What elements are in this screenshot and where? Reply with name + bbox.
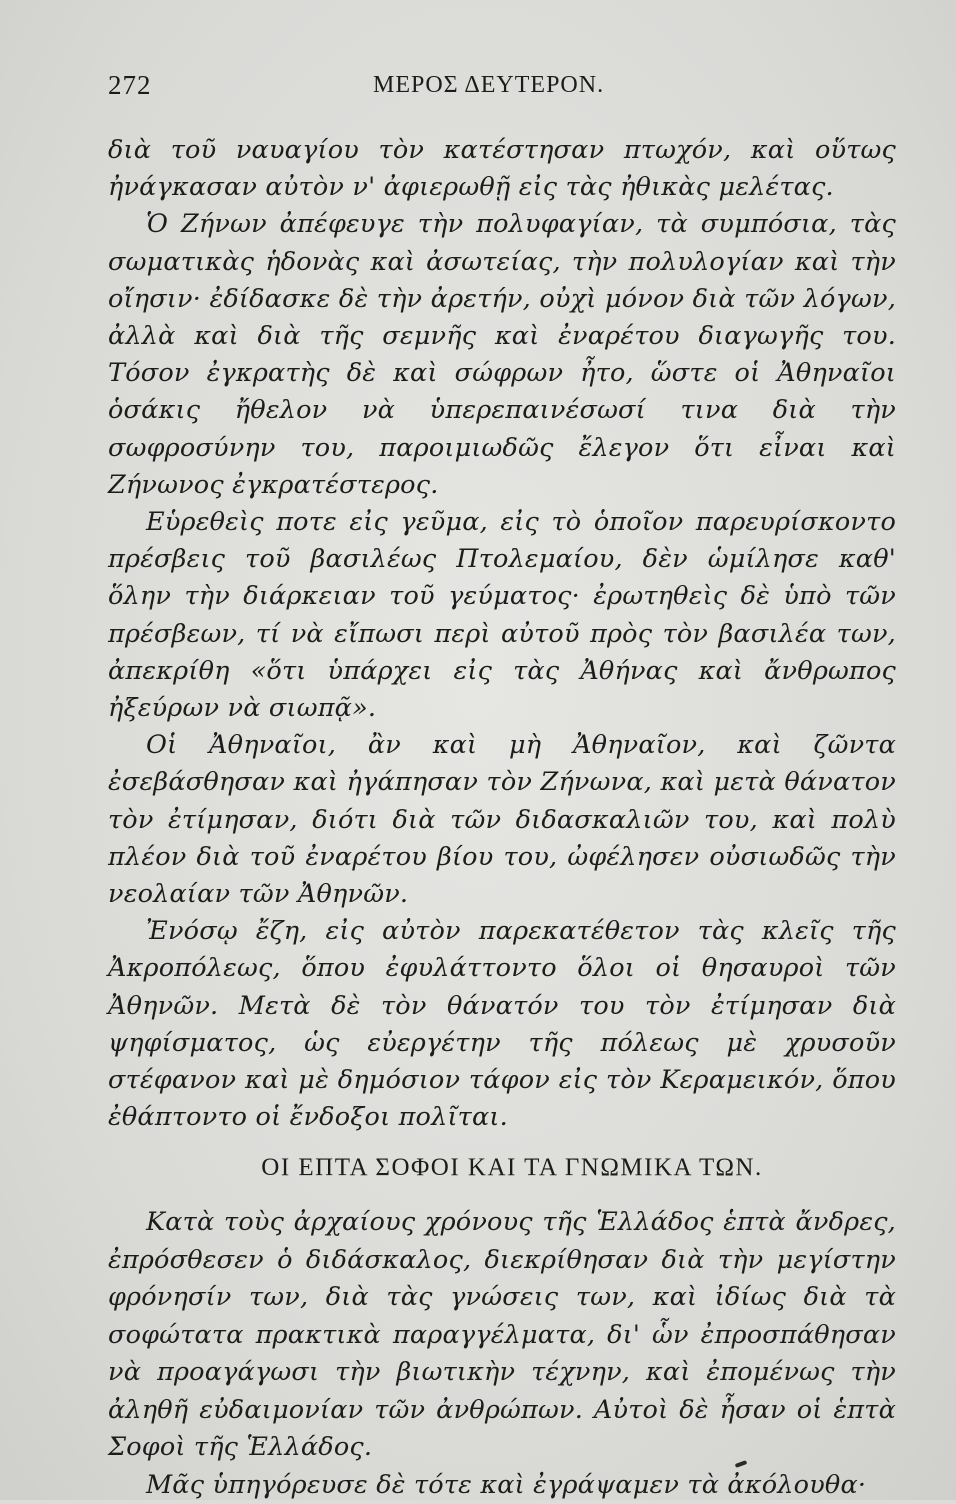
paragraph: Ὁ Ζήνων ἀπέφευγε τὴν πολυφαγίαν, τὰ συμπόσια, τὰς σωματικὰς ἡδονὰς καὶ ἀσωτείας, τὴν πολυλογίαν καὶ τὴν οἴησιν· ἐδίδασκε δὲ τὴν ἀρετήν, οὐχὶ μόνον διὰ τῶν λόγων, ἀλλὰ καὶ διὰ τῆς σεμνῆς καὶ ἐναρέτου διαγωγῆς του. Τόσον ἐγκρατὴς δὲ καὶ σώφρων ἦτο, ὥστε οἱ Ἀθηναῖοι ὁσάκις ἤθελον νὰ ὑπερεπαινέσωσί τινα διὰ τὴν σωφροσύνην του, παροιμιωδῶς ἔλεγον ὅτι εἶναι καὶ Ζήνωνος ἐγκρατέστερος. <box>108 209 896 500</box>
paragraph: Ἐνόσῳ ἔζη, εἰς αὐτὸν παρεκατέθετον τὰς κλεῖς τῆς Ἀκροπόλεως, ὅπου ἐφυλάττοντο ὅλοι οἱ θησαυροὶ τῶν Ἀθηνῶν. Μετὰ δὲ τὸν θάνατόν του τὸν ἐτίμησαν διὰ ψηφίσματος, ὡς εὐεργέτην τῆς πόλεως μὲ χρυσοῦν στέφανον καὶ μὲ δημόσιον τάφον εἰς τὸν Κεραμεικόν, ὅπου ἐθάπτοντο οἱ ἔνδοξοι πολῖται. <box>108 916 896 1133</box>
paragraph: Μᾶς ὑπηγόρευσε δὲ τότε καὶ ἐγράψαμεν τὰ ἀκόλουθα· <box>146 1469 867 1500</box>
paragraph: Εὑρεθεὶς ποτε εἰς γεῦμα, εἰς τὸ ὁποῖον παρευρίσκοντο πρέσβεις τοῦ βασιλέως Πτολεμαίου, δὲν ὡμίλησε καθ' ὅλην τὴν διάρκειαν τοῦ γεύματος· ἐρωτηθεὶς δὲ ὑπὸ τῶν πρέσβεων, τί νὰ εἴπωσι περὶ αὐτοῦ πρὸς τὸν βασιλέα των, ἀπεκρίθη «ὅτι ὑπάρχει εἰς τὰς Ἀθήνας καὶ ἄνθρωπος ἠξεύρων νὰ σιωπᾷ». <box>108 507 896 724</box>
page-number: 272 <box>108 70 152 100</box>
section-text <box>108 1204 896 1504</box>
paragraph: διὰ τοῦ ναυαγίου τὸν κατέστησαν πτωχόν, καὶ οὕτως ἠνάγκασαν αὐτὸν ν' ἀφιερωθῇ εἰς τὰς ἠθικὰς μελέτας. <box>108 135 896 203</box>
running-title: ΜΕΡΟΣ ΔΕΥΤΕΡΟΝ. <box>373 72 605 98</box>
paragraph: Κατὰ τοὺς ἀρχαίους χρόνους τῆς Ἑλλάδος ἑπτὰ ἄνδρες, ἐπρόσθεσεν ὁ διδάσκαλος, διεκρίθησαν διὰ τὴν μεγίστην φρόνησίν των, διὰ τὰς γνώσεις των, καὶ ἰδίως διὰ τὰ σοφώτατα πρακτικὰ παραγγέλματα, δι' ὧν ἐπροσπάθησαν νὰ προαγάγωσι τὴν βιωτικὴν τέχνην, καὶ ἐπομένως τὴν ἀληθῆ εὐδαιμονίαν τῶν ἀνθρώπων. Αὐτοὶ δὲ ἦσαν οἱ ἑπτὰ Σοφοὶ τῆς Ἑλλάδος. <box>108 1207 896 1463</box>
paragraph: Οἱ Ἀθηναῖοι, ἂν καὶ μὴ Ἀθηναῖον, καὶ ζῶντα ἐσεβάσθησαν καὶ ἠγάπησαν τὸν Ζήνωνα, καὶ μετὰ θάνατον τὸν ἐτίμησαν, διότι διὰ τῶν διδασκαλιῶν του, καὶ πολὺ πλέον διὰ τοῦ ἐναρέτου βίου του, ὠφέλησεν οὐσιωδῶς τὴν νεολαίαν τῶν Ἀθηνῶν. <box>108 730 896 910</box>
running-head <box>108 70 896 110</box>
main-text <box>108 132 896 1136</box>
section-heading: ΟΙ ΕΠΤΑ ΣΟΦΟΙ ΚΑΙ ΤΑ ΓΝΩΜΙΚΑ ΤΩΝ. <box>261 1154 763 1182</box>
